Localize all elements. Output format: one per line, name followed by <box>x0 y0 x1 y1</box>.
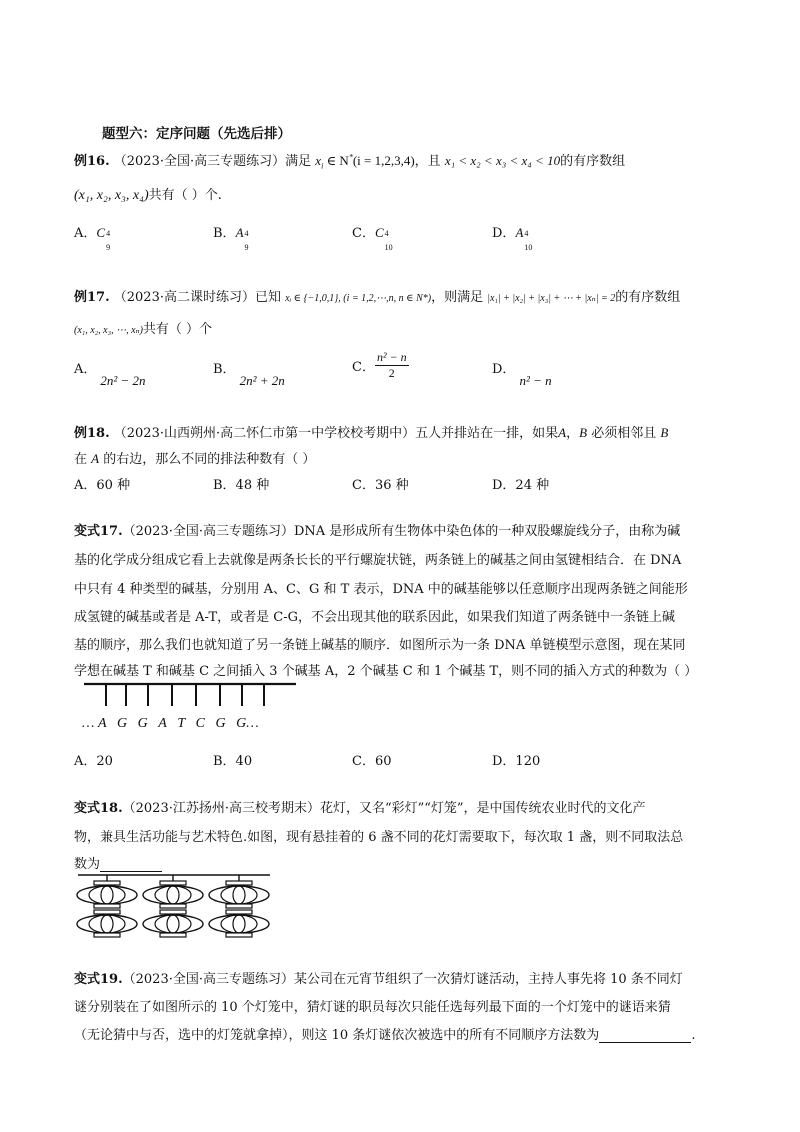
example-18-line2: 在 A 的右边，那么不同的排法种数有（ ） <box>74 451 316 467</box>
variant-18-line1: 变式18.（2023·江苏扬州·高三校考期末）花灯，又名“彩灯”“灯笼”，是中国传统农业时代的文化产 <box>74 801 646 816</box>
example-17-option-b[interactable]: B．2n² + 2n <box>213 362 285 388</box>
example-17-label: 例17. <box>74 290 110 305</box>
example-17-cond1: xᵢ ∈ {−1,0,1}, (i = 1,2,⋯,n, n ∈ N*) <box>285 293 432 304</box>
var-A2: A <box>91 451 100 466</box>
example-16-text: 满足 <box>285 154 312 169</box>
example-17-line1 <box>74 286 680 305</box>
example-16-source: （2023·全国·高三专题练习） <box>113 154 286 169</box>
example-17-text-c: 的有序数组 <box>615 290 681 305</box>
example-17-option-d[interactable]: D．n² − n <box>492 362 552 388</box>
variant-18-line2: 物，兼具生活功能与艺术特色.如图，现有悬挂着的 6 盏不同的花灯需要取下，每次取 1 盏，则不同取法总 <box>74 830 684 845</box>
example-16-option-b[interactable]: B．A 4 9 <box>213 225 249 252</box>
example-17-line2 <box>74 318 212 337</box>
example-16-text-d: 共有（ ）个. <box>148 188 222 203</box>
variant-19-label: 变式19. <box>74 972 123 987</box>
variant-17-label: 变式17. <box>74 524 123 539</box>
example-18-option-b[interactable]: B．48 种 <box>213 478 270 493</box>
variant-17-option-a[interactable]: A．20 <box>74 754 113 769</box>
example-17-source: （2023·高二课时练习） <box>113 290 255 305</box>
example-17-option-a[interactable]: A．2n² − 2n <box>74 362 146 388</box>
var-B2: B <box>660 425 669 440</box>
example-16-text-c: 的有序数组 <box>560 154 626 169</box>
variant-17-option-b[interactable]: B．40 <box>213 754 253 769</box>
variant-17-line3: 中只有 4 种类型的碱基，分别用 A、C、G 和 T 表示，DNA 中的碱基能够以任意顺序出现两条链之间能形 <box>74 582 688 597</box>
variant-17-line4: 成氢键的碱基或者是 A-T，或者是 C-G，不会出现其他的联系因此，如果我们知道了两条链中一条链上碱 <box>74 610 675 625</box>
dna-chain-labels: … A G G A T C G G… <box>82 716 259 731</box>
variant-19-line3: （无论猜中与否，选中的灯笼就拿掉），则这 10 条灯谜依次被选中的所有不同顺序方法数为 . <box>74 1028 696 1043</box>
example-16-tuple: (x₁, x₂, x₃, x₄) <box>74 188 149 203</box>
example-18-text-b: 必须相邻且 <box>591 426 657 441</box>
example-16-line1 <box>74 150 625 171</box>
example-17-text: 已知 <box>254 290 281 305</box>
variant-19-line1: 变式19.（2023·全国·高三专题练习）某公司在元宵节组织了一次猜灯谜活动，主持人事先将 10 条不同灯 <box>74 972 683 987</box>
lantern-column-2 <box>143 875 203 937</box>
variant-19-line2: 谜分别装在了如图所示的 10 个灯笼中，猜灯谜的职员每次只能任选每列最下面的一个灯笼中的谜语来猜 <box>74 1000 671 1015</box>
example-16-line2 <box>74 184 222 204</box>
example-16-text-b: ，且 <box>414 154 441 169</box>
example-17-text-b: ，则满足 <box>431 290 484 305</box>
lantern-column-1 <box>77 875 137 937</box>
example-16-cond2: x₁ < x₂ < x₃ < x₄ < 10 <box>444 153 561 168</box>
variant-17-line5: 基的顺序，那么我们也就知道了另一条链上碱基的顺序．如图所示为一条 DNA 单链模型示意图，现在某同 <box>74 638 686 653</box>
variant-17-line2: 基的化学成分组成它看上去就像是两条长长的平行螺旋状链，两条链上的碱基之间由氢键相结合．在 DNA <box>74 553 682 568</box>
variant-17-option-d[interactable]: D．120 <box>492 754 541 769</box>
variant-19-answer-blank[interactable] <box>599 1028 691 1043</box>
example-16-option-c[interactable]: C．C 4 10 <box>352 225 393 252</box>
example-16-option-a[interactable]: A．C 4 9 <box>74 225 111 252</box>
example-16-label: 例16. <box>74 154 110 169</box>
variant-18-label: 变式18. <box>74 801 123 816</box>
var-A: A <box>558 425 567 440</box>
lanterns-diagram <box>74 870 274 942</box>
example-18-option-a[interactable]: A．60 种 <box>74 478 131 493</box>
example-17-cond2: |x₁| + |x₂| + |x₃| + ⋯ + |xₙ| = 2 <box>487 293 616 304</box>
variant-17-line6: 学想在碱基 T 和碱基 C 之间插入 3 个碱基 A，2 个碱基 C 和 1 个碱基 T，则不同的插入方式的种数为（ ） <box>74 664 698 679</box>
variant-18-line3: 数为 <box>74 853 162 872</box>
lantern-column-3 <box>209 875 269 937</box>
section-title: 题型六：定序问题（先选后排） <box>102 126 291 142</box>
dna-chain-diagram <box>74 680 304 710</box>
example-18-text-c: 的右边，那么不同的排法种数有（ ） <box>103 452 316 467</box>
example-18-option-d[interactable]: D．24 种 <box>492 478 550 493</box>
var-B: B <box>579 425 588 440</box>
variant-17-option-c[interactable]: C．60 <box>352 754 392 769</box>
example-16-option-d[interactable]: D．A 4 10 <box>492 225 533 252</box>
example-18-label: 例18. <box>74 426 110 441</box>
example-18-line1: 例18. （2023·山西朔州·高二怀仁市第一中学校校考期中）五人并排站在一排，如果A，B 必须相邻且 B <box>74 425 669 441</box>
example-18-text: （2023·山西朔州·高二怀仁市第一中学校校考期中）五人并排站在一排，如果 <box>113 426 559 441</box>
variant-17-line1: 变式17.（2023·全国·高三专题练习）DNA 是形成所有生物体中染色体的一种双股螺旋线分子，由称为碱 <box>74 524 681 539</box>
example-17-option-c[interactable]: C． $\frac{\text{n² − n}}{2}$ <box>352 350 407 380</box>
example-17-text-d: 共有（ ）个 <box>142 322 213 337</box>
example-18-option-c[interactable]: C．36 种 <box>352 478 409 493</box>
example-16-cond1: $x_i$ ∈ N*(i = 1,2,3,4) <box>315 152 415 171</box>
example-17-tuple: (x₁, x₂, x₃, ⋯, xₙ) <box>74 325 143 336</box>
